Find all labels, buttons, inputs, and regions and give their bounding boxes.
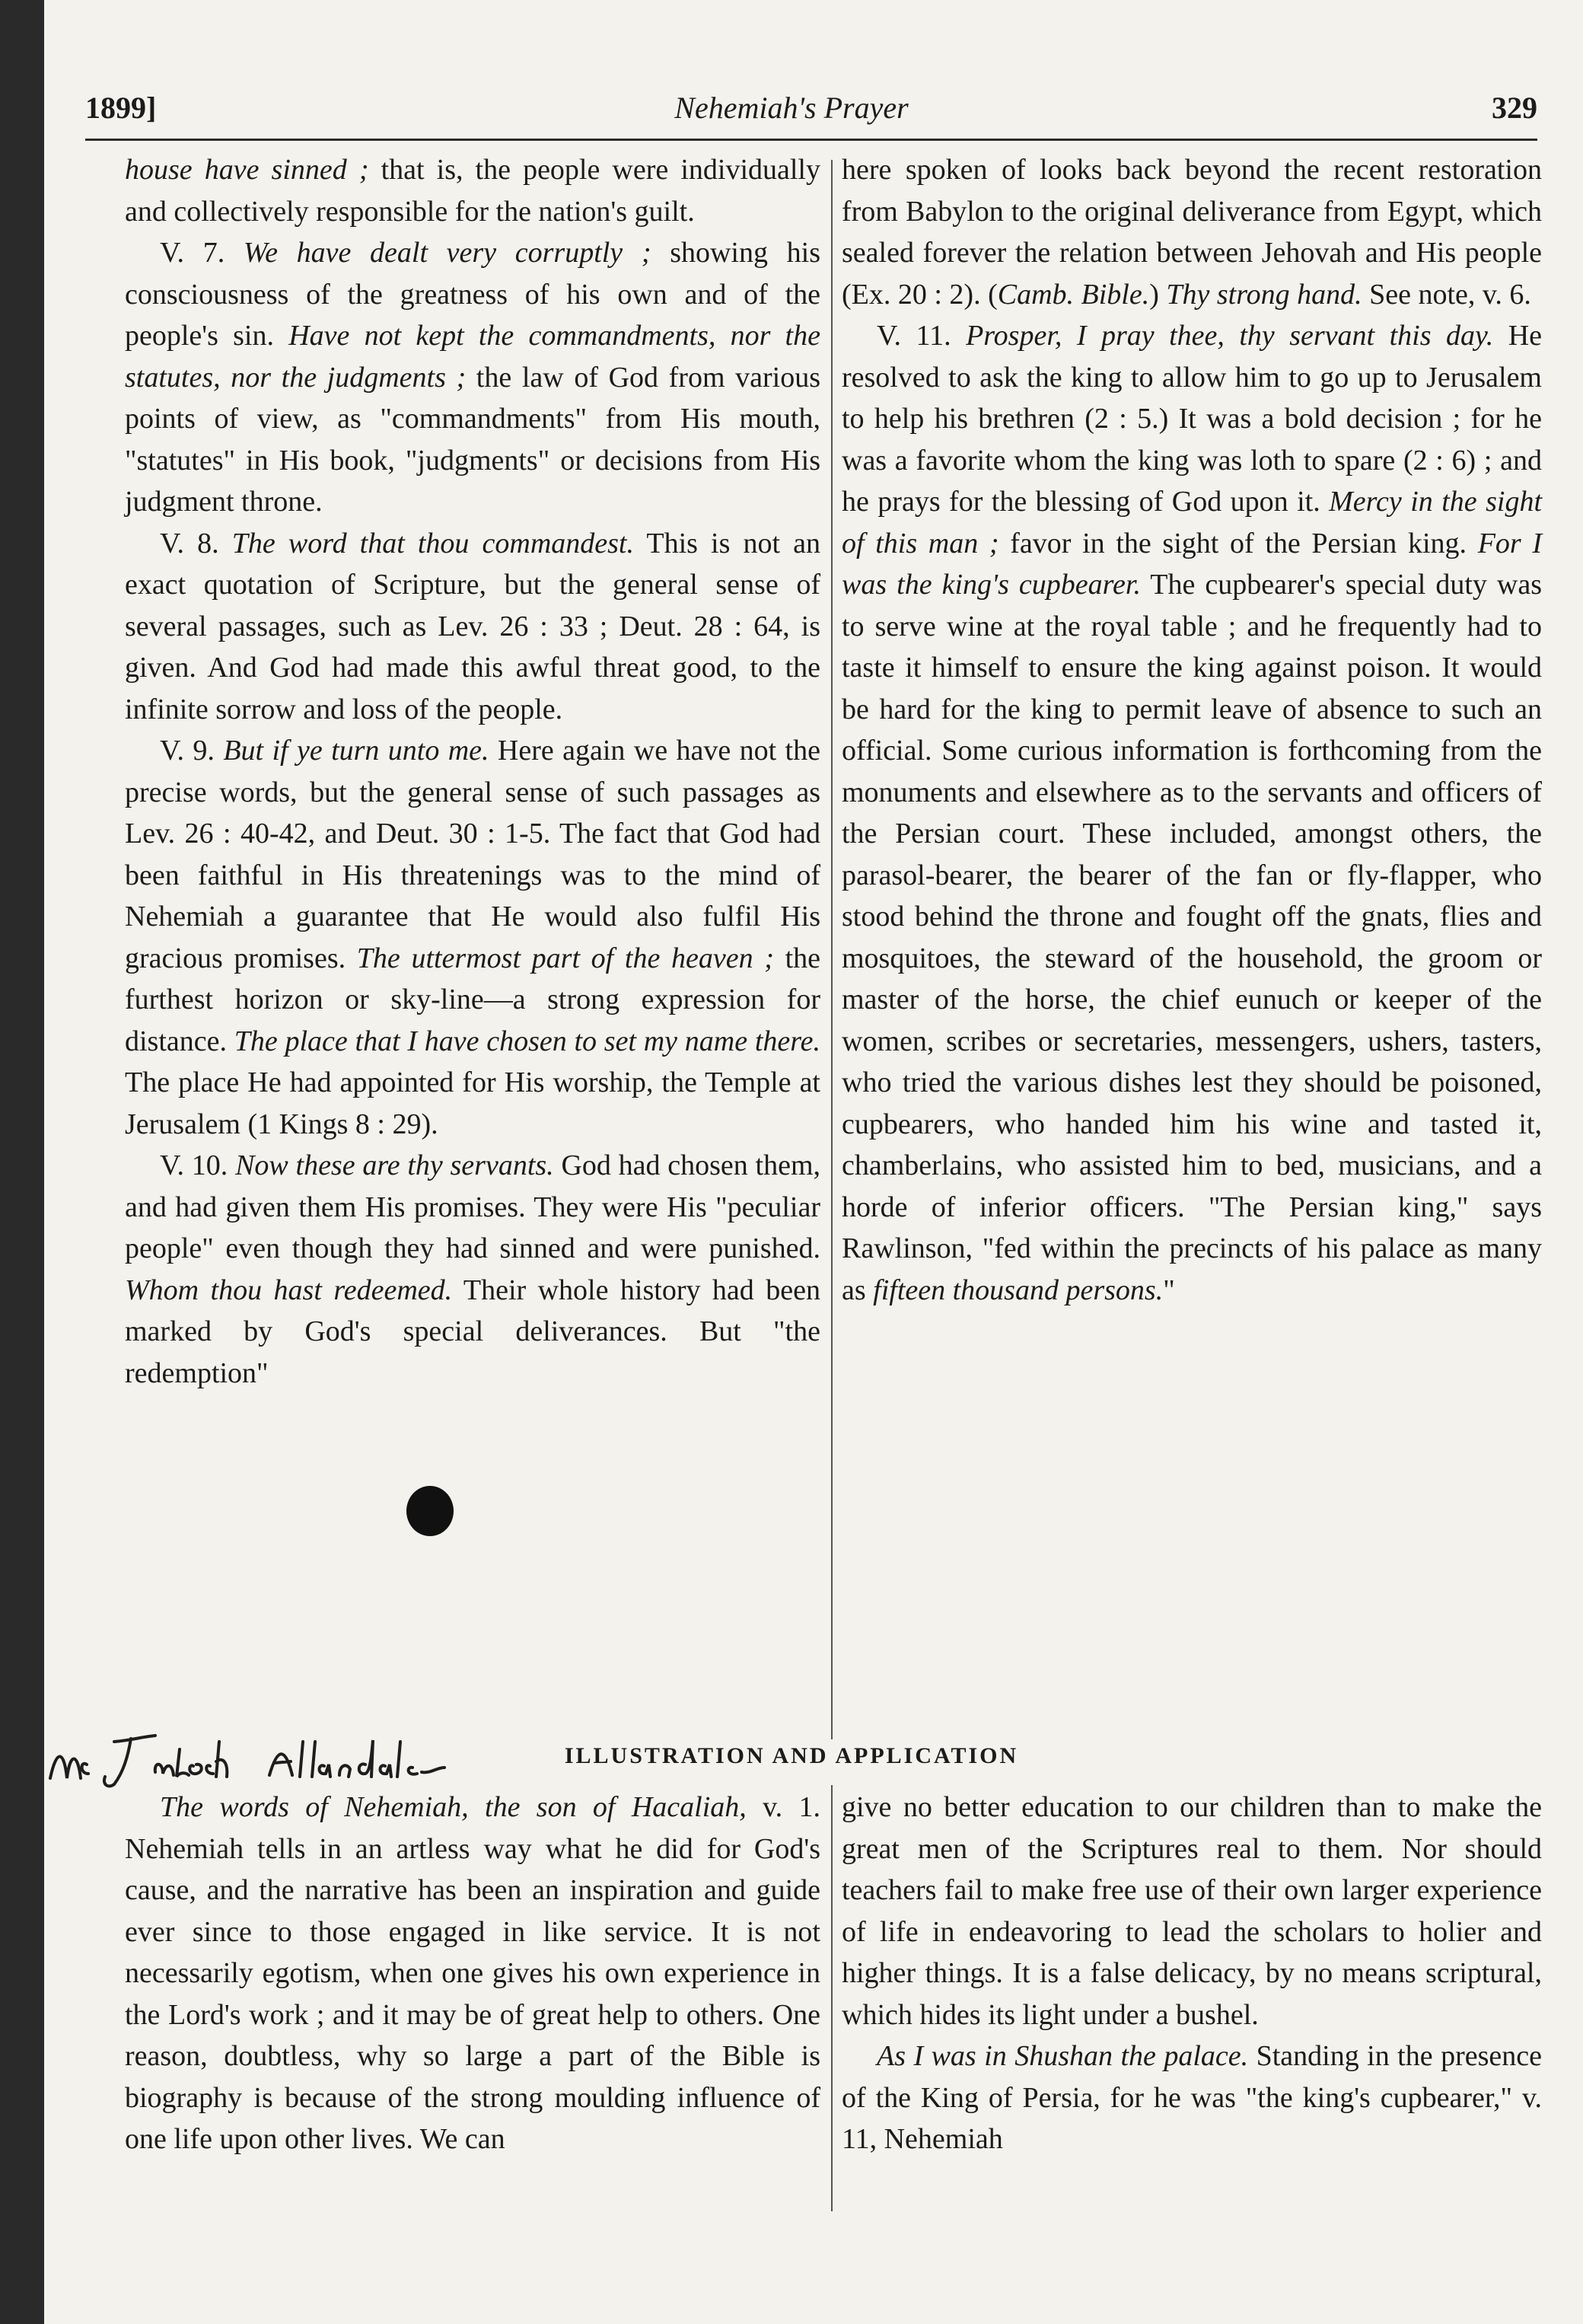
- header-year: 1899]: [85, 91, 157, 125]
- paragraph: As I was in Shushan the palace. Standing in the presence of the King of Persia, for he was "the king's cupbearer," v. 11, Nehemiah: [842, 2040, 1542, 2155]
- section-heading: ILLUSTRATION AND APPLICATION: [564, 1743, 1019, 1768]
- paragraph: V. 9. But if ye turn unto me. Here again we have not the precise words, but the general sense of such passages as Lev. 26 : 40-42, and Deut. 30 : 1-5. The fact that God had been faithful in His threatenings was to the mind of Nehemiah a guarantee that He would also fulfil His gracious promises. The uttermost part of the heaven ; the furthest horizon or sky-line—a strong expression for distance. The place that I have chosen to set my name there. The place He had appointed for His worship, the Temple at Jerusalem (1 Kings 8 : 29).: [125, 735, 820, 1140]
- paragraph: V. 11. Prosper, I pray thee, thy servant this day. He resolved to ask the king to allow him to go up to Jerusalem to help his brethren (2 : 5.) It was a bold decision ; for he was a favorite whom the king was loth to spare (2 : 6) ; and he prays for the blessing of God upon it. Mercy in the sight of this man ; favor in the sight of the Persian king. For I was the king's cupbearer. The cupbearer's special duty was to serve wine at the royal table ; and he frequently had to taste it himself to ensure the king against poison. It would be hard for the king to permit leave of absence to such an official. Some curious information is forthcoming from the monuments and elsewhere as to the servants and officers of the Persian court. These included, amongst others, the parasol-bearer, the bearer of the fan or fly-flapper, who stood behind the throne and fought off the gnats, flies and mosquitoes, the steward of the household, the groom or master of the horse, the chief eunuch or keeper of the women, scribes or secretaries, messengers, ushers, tasters, who tried the various dishes lest they should be poisoned, cupbearers, who handed him his wine and tasted it, chamberlains, who assisted him to bed, musicians, and a horde of inferior officers. "The Persian king," says Rawlinson, "fed within the precincts of his palace as many as fifteen thousand persons.": [842, 320, 1543, 1306]
- page-number: 329: [1492, 91, 1537, 125]
- paragraph: house have sinned ; that is, the people were individually and collectively responsible for the nation's guilt.: [125, 154, 820, 228]
- paragraph: here spoken of looks back beyond the recent restoration from Babylon to the original deliverance from Egypt, which sealed forever the relation between Jehovah and His people (Ex. 20 : 2). (Camb. Bible.) Thy strong hand. See note, v. 6.: [842, 154, 1542, 311]
- column-4: [842, 1787, 1542, 2160]
- paragraph: V. 8. The word that thou commandest. This is not an exact quotation of Scripture, but the general sense of several passages, such as Lev. 26 : 33 ; Deut. 28 : 64, is given. And God had made this awful threat good, to the infinite sorrow and loss of the people.: [125, 527, 821, 725]
- header-rule: [85, 139, 1537, 141]
- column-divider-bottom: [831, 1785, 833, 2211]
- column-3: [125, 1787, 820, 2160]
- paragraph: The words of Nehemiah, the son of Hacaliah, v. 1. Nehemiah tells in an artless way what he did for God's cause, and the narrative has been an inspiration and guide ever since to those engaged in like service. It is not necessarily egotism, when one gives his own experience in the Lord's work ; and it may be of great help to others. One reason, doubtless, why so large a part of the Bible is biography is because of the strong moulding influence of one life upon other lives. We can: [125, 1791, 820, 2155]
- paragraph: V. 10. Now these are thy servants. God had chosen them, and had given them His promises. They were His "peculiar people" even though they had sinned and were punished. Whom thou hast redeemed. Their whole history had been marked by God's special deliverances. But "the redemption": [125, 1149, 821, 1389]
- scan-edge: [0, 0, 44, 2324]
- ink-blot: [406, 1486, 454, 1536]
- paragraph: give no better education to our children than to make the great men of the Scriptures real to them. Nor should teachers fail to make free use of their own larger experience of life in endeavoring to lead the scholars to holier and higher things. It is a false delicacy, by no means scriptural, which hides its light under a bushel.: [842, 1791, 1542, 2031]
- column-1: [125, 149, 820, 1394]
- paragraph: V. 7. We have dealt very corruptly ; showing his consciousness of the greatness of his own and of the people's sin. Have not kept the commandments, nor the statutes, nor the judgments ; the law of God from various points of view, as "commandments" from His mouth, "statutes" in His book, "judgments" or decisions from His judgment throne.: [125, 237, 821, 518]
- column-2: [842, 149, 1542, 1311]
- column-divider-top: [831, 160, 833, 1739]
- running-title: Nehemiah's Prayer: [674, 91, 909, 125]
